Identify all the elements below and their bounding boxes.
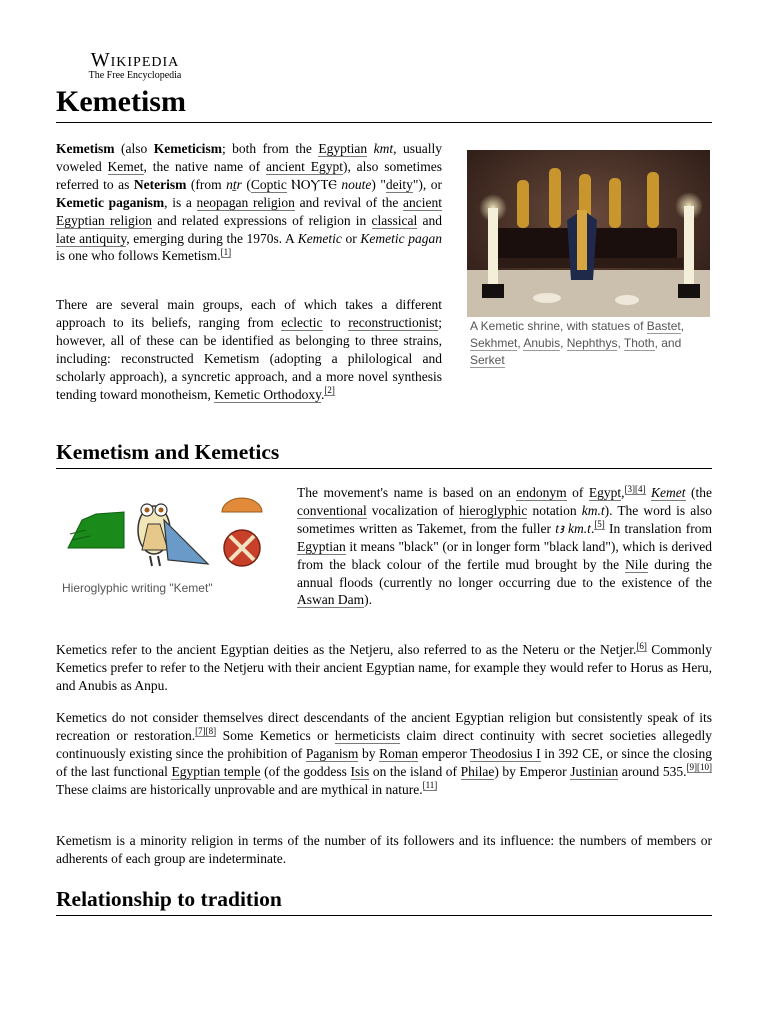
text-run: A Kemetic shrine, with statues of <box>470 319 647 333</box>
text-run: or <box>341 230 361 246</box>
article-link[interactable]: Aswan Dam <box>297 592 365 608</box>
citation-link[interactable]: [2] <box>324 385 335 396</box>
citation-link[interactable]: [3][4] <box>624 483 646 494</box>
text-run: around 535. <box>618 763 687 779</box>
text-run: , <box>680 319 685 333</box>
text-run: . <box>590 520 595 536</box>
shrine-photo <box>467 150 710 317</box>
article-link[interactable]: Paganism <box>305 745 359 761</box>
article-link[interactable]: Isis <box>350 763 370 779</box>
citation-link[interactable]: [11] <box>422 780 438 791</box>
text-run: vocalization of <box>366 502 460 518</box>
text-run: ) " <box>371 176 386 192</box>
text-run: km.t <box>581 502 605 518</box>
text-run: and related expressions of religion in <box>151 212 372 228</box>
hieroglyph-image[interactable] <box>56 490 282 572</box>
article-link[interactable]: Serket <box>470 353 505 367</box>
kemetics-paragraph-2 <box>56 641 712 695</box>
article-link[interactable]: neopagan religion <box>196 194 295 210</box>
text-run: kmt <box>373 141 394 156</box>
article-link[interactable]: Philae <box>460 763 495 779</box>
text-run: by <box>358 745 380 761</box>
article-link[interactable]: Kemetic Orthodoxy <box>214 386 321 402</box>
article-link[interactable]: Kemet <box>651 485 686 500</box>
text-run: on the island of <box>369 763 461 779</box>
text-run: Neterism <box>133 176 187 192</box>
article-link[interactable]: endonym <box>516 485 567 500</box>
intro-paragraph-2 <box>56 296 442 403</box>
text-run: In translation from <box>604 520 712 536</box>
article-link[interactable]: Sekhmet <box>470 336 518 350</box>
text-run: ) by Emperor <box>494 763 571 779</box>
text-run: notation <box>527 502 582 518</box>
text-run: tꜣ km.t <box>555 520 591 536</box>
text-run: Commonly Kemetics prefer to refer to the Netjeru with their ancient Egyptian name, for example they would refer to Horus as Heru, and Anubis as Anpu. <box>56 642 712 693</box>
section-heading-kemetics: Kemetism and Kemetics <box>56 438 712 469</box>
article-link[interactable]: eclectic <box>281 314 323 330</box>
text-run: , <box>617 336 624 350</box>
article-link[interactable]: Roman <box>379 745 419 761</box>
article-link[interactable]: deity <box>385 176 413 192</box>
text-run: ). <box>364 592 372 608</box>
text-run: in 392 CE, or since the closing of the last functional <box>56 745 712 779</box>
text-run: Kemetic paganism <box>56 194 165 210</box>
article-link[interactable]: reconstructionist <box>348 314 439 330</box>
text-run: Some Kemetics or <box>216 727 335 743</box>
text-run: ( <box>241 176 251 192</box>
text-run: , is a <box>164 194 197 210</box>
text-run: ). The word is also sometimes written as Takemet, from the fuller <box>297 502 712 536</box>
text-run: of <box>566 485 589 500</box>
text-run: ), also sometimes referred to as <box>56 158 442 192</box>
text-run: , <box>621 485 625 500</box>
article-link[interactable]: Justinian <box>570 763 619 779</box>
article-link[interactable]: Bastet <box>646 319 681 333</box>
text-run: , and <box>654 336 682 350</box>
text-run: There are several main groups, each of which takes a different approach to its beliefs, ranging from <box>56 297 442 330</box>
article-link[interactable]: ancient Egyptian religion <box>56 194 442 228</box>
text-run: These claims are historically unprovable and are mythical in nature. <box>56 781 423 797</box>
article-link[interactable]: conventional <box>297 502 367 518</box>
hieroglyph-caption: Hieroglyphic writing "Kemet" <box>62 581 213 595</box>
article-link[interactable]: Nile <box>625 556 649 572</box>
text-run: noute <box>341 176 372 192</box>
text-run: , emerging during the 1970s. A <box>126 230 298 246</box>
shrine-caption <box>470 318 710 369</box>
text-run: (also <box>114 141 154 156</box>
article-link[interactable]: ancient Egypt <box>265 158 343 174</box>
shrine-image[interactable] <box>467 150 710 317</box>
article-link[interactable]: hermeticists <box>334 727 401 743</box>
text-run: ; however, all of these can be identified as belonging to three strains, including: reconstructed Kemetism (adopting a philological and scholarly approach), a syncretic approach, and a more novel synthesis tending toward monotheism, <box>56 314 442 402</box>
text-run: and <box>417 212 442 228</box>
text-run: claim direct continuity with secret societies allegedly continuously existing since the prohibition of <box>56 727 713 761</box>
article-link[interactable]: Anubis <box>523 336 561 350</box>
text-run: (of the goddess <box>260 763 351 779</box>
text-run: ⲚⲞⲨⲦⲈ <box>286 176 342 192</box>
citation-link[interactable]: [5] <box>594 519 605 530</box>
page-title: Kemetism <box>56 84 712 123</box>
text-run: Kemetics do not consider themselves direct descendants of the ancient Egyptian religion but consistently speak of its recreation or restoration. <box>56 710 712 743</box>
citation-link[interactable]: [1] <box>220 246 232 257</box>
logo-tagline: The Free Encyclopedia <box>88 70 182 81</box>
citation-link[interactable]: [7][8] <box>195 726 217 737</box>
logo-wordmark: Wikipedia <box>90 49 180 71</box>
article-link[interactable]: Thoth <box>623 336 655 350</box>
text-run: Kemetism is a minority religion in terms of the number of its followers and its influence: the numbers of members or adherents of each group are indeterminate. <box>56 833 712 866</box>
text-run: is one who follows Kemetism. <box>56 248 221 264</box>
text-run: Kemetic <box>297 230 342 246</box>
article-link[interactable]: hieroglyphic <box>459 502 528 518</box>
text-run: (the <box>685 485 712 500</box>
text-run: emperor <box>418 745 471 761</box>
text-run: Kemetism <box>56 141 115 156</box>
article-link[interactable]: Coptic <box>250 176 287 192</box>
citation-link[interactable]: [9][10] <box>686 762 712 773</box>
text-run: ; both from the <box>221 141 319 156</box>
article-link[interactable]: Egyptian <box>318 141 368 156</box>
intro-paragraph-1 <box>56 140 442 265</box>
kemetics-paragraph-4 <box>56 832 712 868</box>
kemetics-paragraph-3 <box>56 709 712 799</box>
text-run: it means "black" (or in longer form "black land"), which is derived from the black colour of the fertile mud brought by the <box>297 538 712 572</box>
citation-link[interactable]: [6] <box>636 640 647 651</box>
text-run: Kemetic pagan <box>360 230 443 246</box>
text-run: , the native name of <box>143 158 266 174</box>
article-link[interactable]: Theodosius I <box>470 745 541 761</box>
text-run: , usually voweled <box>56 141 443 174</box>
text-run: Kemetics refer to the ancient Egyptian deities as the Netjeru, also referred to as the Neteru or the Netjer. <box>56 642 637 657</box>
text-run: "), or <box>412 176 442 192</box>
article-link[interactable]: Egyptian temple <box>171 763 261 779</box>
hieroglyph-kemet-glyphs <box>56 490 282 572</box>
article-link[interactable]: Egyptian <box>297 538 346 554</box>
wikipedia-logo[interactable] <box>76 50 194 82</box>
text-run: The movement's name is based on an <box>297 485 517 500</box>
article-link[interactable]: late antiquity <box>56 230 127 246</box>
text-run: , <box>560 336 567 350</box>
article-link[interactable]: Kemet <box>107 158 144 174</box>
text-run: to <box>322 314 349 330</box>
article-link[interactable]: Nephthys <box>566 336 618 350</box>
text-run: , <box>517 336 524 350</box>
text-run: during the annual floods (currently no longer occurring due to the existence of the <box>297 556 712 590</box>
article-link[interactable]: Egypt <box>588 485 622 500</box>
kemetics-paragraph-1 <box>297 484 712 609</box>
article-link[interactable]: classical <box>371 212 418 228</box>
section-heading-tradition: Relationship to tradition <box>56 885 712 916</box>
text-run: and revival of the <box>294 194 404 210</box>
text-run: . <box>320 386 325 402</box>
text-run: Kemeticism <box>153 141 222 156</box>
text-run: nṯr <box>226 176 242 192</box>
text-run: (from <box>186 176 227 192</box>
